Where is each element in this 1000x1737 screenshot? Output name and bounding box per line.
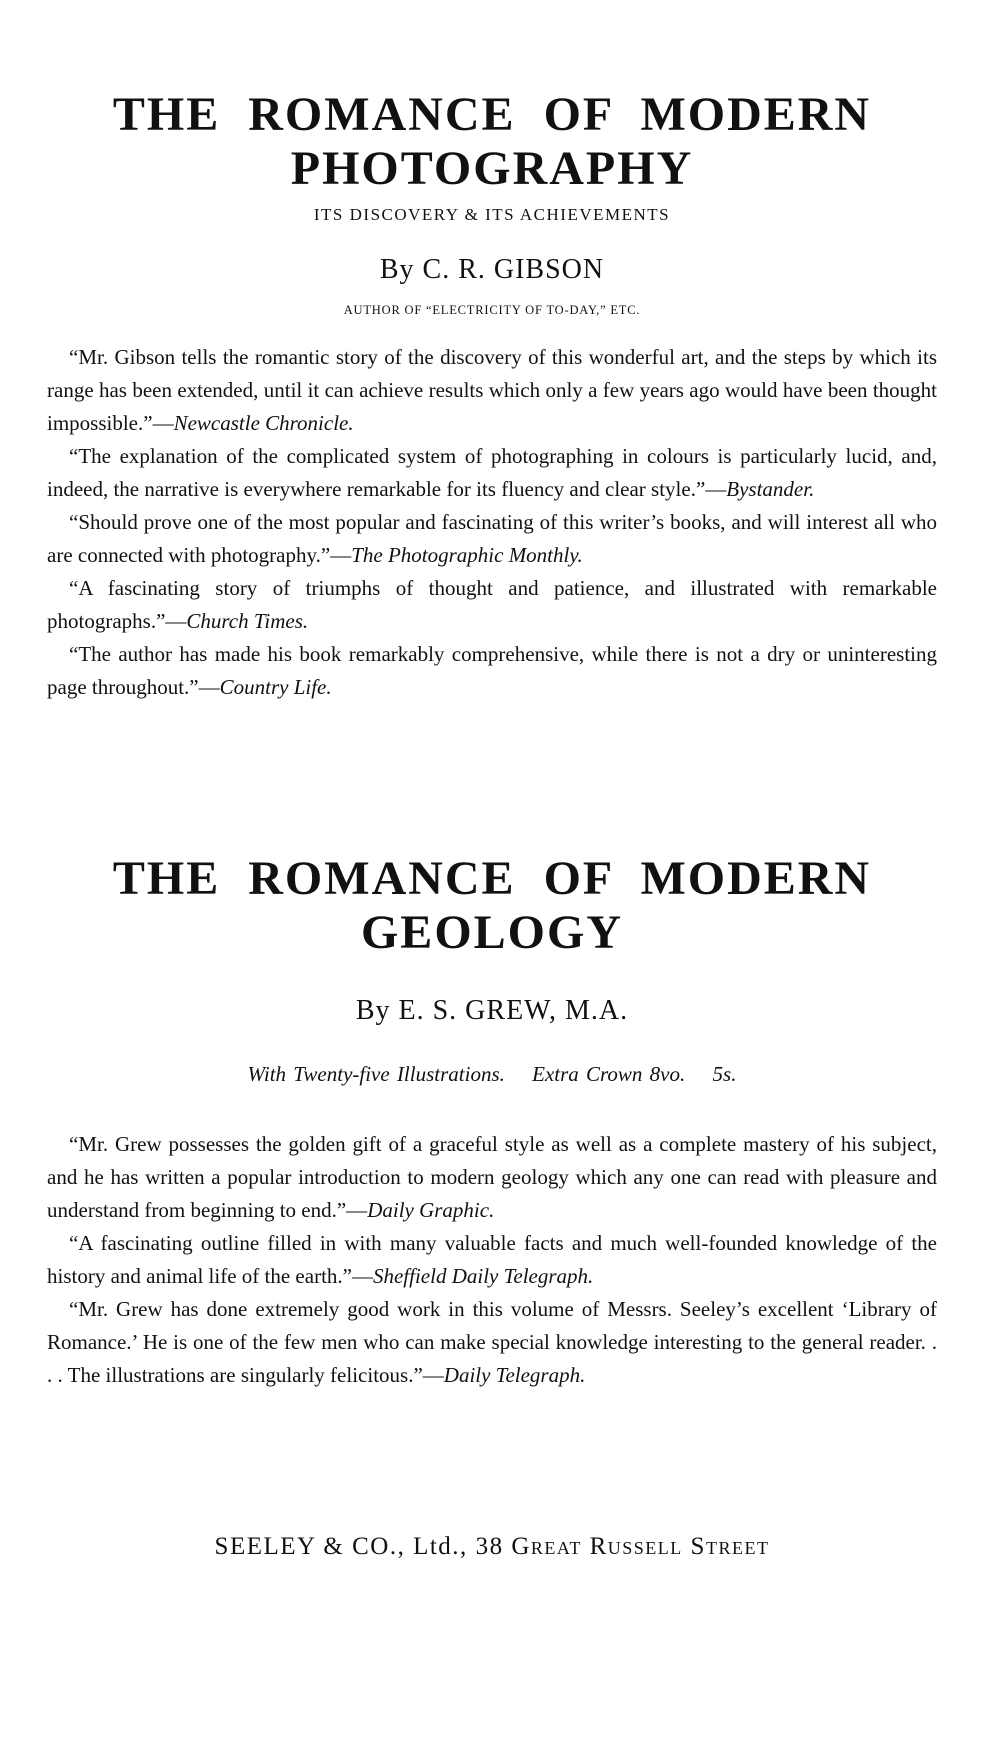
- review-text: “The author has made his book remarkably comprehensive, while there is not a dry or uninteresting page throughout.”—: [47, 642, 937, 699]
- review-text: “Mr. Grew possesses the golden gift of a graceful style as well as a complete mastery of his subject, and he has written a popular introduction to modern geology which any one can read with pleasure and understand from beginning to end.”—: [47, 1132, 937, 1222]
- book1-subtitle-block: [47, 205, 937, 225]
- book1-subtitle: ITS DISCOVERY & ITS ACHIEVEMENTS: [313, 205, 671, 224]
- review: [47, 440, 937, 506]
- book2-reviews: [47, 1128, 937, 1392]
- review-source: Daily Telegraph.: [443, 1363, 586, 1387]
- review: [47, 638, 937, 704]
- book2-illustrations: With Twenty-five Illustrations.: [247, 1062, 505, 1086]
- book2-byline-block: [47, 995, 937, 1027]
- review: [47, 1227, 937, 1293]
- book2-details-block: [47, 1062, 937, 1087]
- book2-details: [47, 1062, 937, 1087]
- publisher-address: 38 Great Russell Street: [475, 1533, 770, 1560]
- review-text: “The explanation of the complicated system of photographing in colours is particularly lucid, and, indeed, the narrative is everywhere remarkable for its fluency and clear style.”—: [47, 444, 937, 501]
- review: [47, 572, 937, 638]
- book1-author-note: AUTHOR OF “ELECTRICITY OF TO-DAY,” ETC.: [343, 303, 641, 317]
- review-text: “Mr. Grew has done extremely good work in this volume of Messrs. Seeley’s excellent ‘Library of Romance.’ He is one of the few men who can make special knowledge interesting to the general reader. . . . The illustrations are singularly felicitous.”—: [47, 1297, 937, 1387]
- review-text: “A fascinating outline filled in with many valuable facts and much well-founded knowledge of the history and animal life of the earth.”—: [47, 1231, 937, 1288]
- publisher-imprint: [47, 1533, 937, 1561]
- review-source: Church Times.: [186, 609, 309, 633]
- book1-section: [47, 88, 937, 196]
- review: [47, 341, 937, 440]
- book2-byline: By E. S. GREW, M.A.: [355, 995, 629, 1026]
- review-text: “A fascinating story of triumphs of thought and patience, and illustrated with remarkable photographs.”—: [47, 576, 937, 633]
- review-text: “Should prove one of the most popular and fascinating of this writer’s books, and will interest all who are connected with photography.”—: [47, 510, 937, 567]
- publisher-block: [47, 1533, 937, 1561]
- review: [47, 1128, 937, 1227]
- book1-title-line1: THE ROMANCE OF MODERN: [112, 88, 872, 141]
- book1-author-note-block: [47, 303, 937, 318]
- review-source: Country Life.: [219, 675, 332, 699]
- review-text: “Mr. Gibson tells the romantic story of the discovery of this wonderful art, and the steps by which its range has been extended, until it can achieve results which only a few years ago would have been thought impossible.”—: [47, 345, 937, 435]
- review: [47, 1293, 937, 1392]
- review-source: Newcastle Chronicle.: [173, 411, 354, 435]
- book2-title-line2: GEOLOGY: [360, 905, 624, 959]
- review-source: Sheffield Daily Telegraph.: [372, 1264, 594, 1288]
- book2-price: 5s.: [712, 1062, 737, 1086]
- book2-format: Extra Crown 8vo.: [532, 1062, 686, 1086]
- book1-byline-block: [47, 254, 937, 286]
- review-source: The Photographic Monthly.: [351, 543, 583, 567]
- book1-title-line2: PHOTOGRAPHY: [290, 141, 694, 195]
- review-source: Daily Graphic.: [367, 1198, 495, 1222]
- publisher-name: SEELEY & CO., Ltd.,: [214, 1533, 468, 1560]
- book1-reviews: [47, 341, 937, 704]
- book1-title: [47, 88, 937, 196]
- book1-byline: By C. R. GIBSON: [379, 254, 605, 285]
- book2-section: [47, 852, 937, 960]
- book2-title: [47, 852, 937, 960]
- book2-title-line1: THE ROMANCE OF MODERN: [112, 852, 872, 905]
- review-source: Bystander.: [726, 477, 815, 501]
- review: [47, 506, 937, 572]
